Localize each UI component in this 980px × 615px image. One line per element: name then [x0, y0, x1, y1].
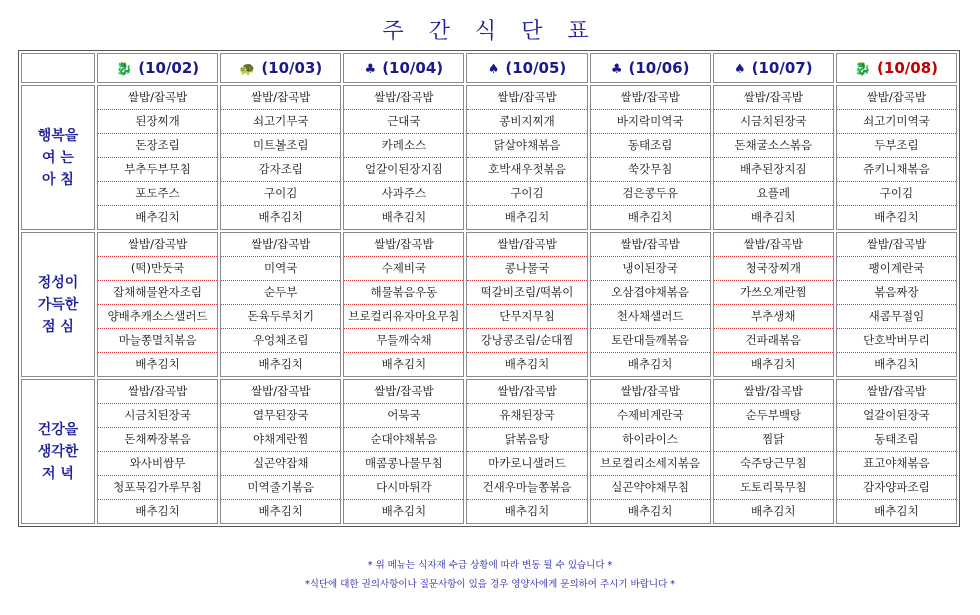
day-menu-cell	[836, 232, 957, 377]
menu-item: 다시마튀각	[344, 476, 463, 500]
menu-item: 순두부백탕	[714, 404, 833, 428]
menu-item: 건새우마늘쫑볶음	[467, 476, 586, 500]
meal-label-line: 아 침	[42, 171, 74, 188]
menu-item: 쌀밥/잡곡밥	[837, 86, 956, 110]
meal-label-line: 가득한	[37, 296, 79, 313]
menu-item: 검은콩두유	[591, 182, 710, 206]
day-date: (10/08)	[877, 59, 938, 77]
menu-item: 감자조림	[221, 158, 340, 182]
menu-item: 쇠고기무국	[221, 110, 340, 134]
menu-item: 배추김치	[751, 504, 796, 518]
menu-item: 도토리묵무침	[714, 476, 833, 500]
menu-item: 구이김	[221, 182, 340, 206]
menu-item: 포도주스	[98, 182, 217, 206]
meal-label	[21, 379, 95, 524]
menu-item: 배추김치	[751, 210, 796, 224]
menu-item: 실곤약야채무침	[591, 476, 710, 500]
day-menu-cell	[713, 379, 834, 524]
day-menu-cell	[343, 85, 464, 230]
day-date: (10/02)	[138, 59, 200, 77]
menu-item: 하이라이스	[591, 428, 710, 452]
menu-item: 배추김치	[381, 210, 427, 224]
day-header	[713, 53, 834, 83]
day-icon: ♠	[733, 62, 746, 77]
menu-item: 냉이된장국	[591, 257, 710, 281]
menu-item: 청국장찌개	[714, 257, 833, 281]
meal-label-line: 정성이	[37, 274, 79, 291]
menu-item: 두부조림	[837, 134, 956, 158]
menu-item: 볶음짜장	[837, 281, 956, 305]
menu-item: 강낭콩조림/순대찜	[467, 329, 586, 353]
menu-item: 우엉채조림	[221, 329, 340, 353]
menu-item: 배추김치	[135, 357, 180, 371]
menu-item: 수제비국	[344, 257, 463, 281]
meal-label	[21, 85, 95, 230]
menu-item: 동태조림	[837, 428, 956, 452]
day-menu-cell	[343, 379, 464, 524]
day-date: (10/07)	[751, 59, 813, 77]
menu-item: 쌀밥/잡곡밥	[467, 86, 586, 110]
day-menu-cell	[97, 232, 218, 377]
menu-item: 무들깨숙채	[344, 329, 463, 353]
footer-notes	[0, 556, 980, 594]
day-date: (10/06)	[628, 59, 690, 77]
menu-item: 순대야채볶음	[344, 428, 463, 452]
menu-item: 배추김치	[135, 504, 180, 518]
menu-item: 토란대들깨볶음	[591, 329, 710, 353]
menu-item: 와사비쌈무	[98, 452, 217, 476]
menu-item: 부추생채	[714, 305, 833, 329]
menu-item: 미역줄기볶음	[221, 476, 340, 500]
menu-item: 쌀밥/잡곡밥	[591, 380, 710, 404]
menu-item: 쌀밥/잡곡밥	[344, 233, 463, 257]
menu-item: 쌀밥/잡곡밥	[98, 233, 217, 257]
menu-item: 돈장조림	[98, 134, 217, 158]
menu-item: 쌀밥/잡곡밥	[714, 380, 833, 404]
menu-item: 오삼겹야채볶음	[591, 281, 710, 305]
meal-label-line: 행복을	[37, 127, 79, 144]
menu-item: 배추김치	[258, 357, 303, 371]
day-icon: 🐢	[239, 62, 256, 77]
menu-item: 배추된장지짐	[714, 158, 833, 182]
menu-item: 얼갈이된장지짐	[344, 158, 463, 182]
menu-item: 가쓰오계란찜	[714, 281, 833, 305]
day-menu-cell	[220, 232, 341, 377]
menu-item: 쌀밥/잡곡밥	[837, 380, 956, 404]
meal-label-line: 건강을	[37, 421, 79, 438]
menu-item: 요플레	[714, 182, 833, 206]
menu-item: 쌀밥/잡곡밥	[221, 380, 340, 404]
menu-item: 부추두부무침	[98, 158, 217, 182]
day-menu-cell	[466, 85, 587, 230]
menu-item: 배추김치	[874, 357, 919, 371]
menu-item: 열무된장국	[221, 404, 340, 428]
day-menu-cell	[590, 379, 711, 524]
menu-item: 닭살야채볶음	[467, 134, 586, 158]
menu-item: 배추김치	[504, 210, 550, 224]
menu-item: 해물볶음우동	[344, 281, 463, 305]
menu-item: 어묵국	[344, 404, 463, 428]
menu-item: 쌀밥/잡곡밥	[221, 86, 340, 110]
menu-item: 돈육두루치기	[221, 305, 340, 329]
day-menu-cell	[97, 379, 218, 524]
menu-item: 단무지무침	[467, 305, 586, 329]
menu-item: 쌀밥/잡곡밥	[467, 380, 586, 404]
day-icon: ♣	[610, 62, 623, 77]
day-menu-cell	[713, 232, 834, 377]
day-menu-cell	[590, 85, 711, 230]
day-date: (10/05)	[505, 59, 567, 77]
day-menu-cell	[713, 85, 834, 230]
menu-item: 쌀밥/잡곡밥	[98, 86, 217, 110]
meal-label-line: 저 녁	[42, 465, 74, 482]
menu-item: 쇠고기미역국	[837, 110, 956, 134]
menu-item: 돈채굴소스볶음	[714, 134, 833, 158]
menu-item: 쌀밥/잡곡밥	[344, 86, 463, 110]
menu-item: 바지락미역국	[591, 110, 710, 134]
menu-item: 쌀밥/잡곡밥	[837, 233, 956, 257]
menu-item: 미트볼조림	[221, 134, 340, 158]
menu-item: 배추김치	[874, 504, 919, 518]
day-menu-cell	[836, 85, 957, 230]
menu-item: 배추김치	[504, 357, 550, 371]
meal-row	[21, 232, 957, 377]
menu-item: 건파래볶음	[714, 329, 833, 353]
menu-item: 야채계란찜	[221, 428, 340, 452]
day-header	[220, 53, 341, 83]
menu-item: 배추김치	[874, 210, 919, 224]
menu-item: 마카로니샐러드	[467, 452, 586, 476]
menu-item: 쥬키니채볶음	[837, 158, 956, 182]
menu-item: 브로컬리유자마요무침	[344, 305, 463, 329]
note-line: *식단에 대한 권의사항이나 질문사항이 있을 경우 영양사에게 문의하여 주시기 바랍니다 *	[304, 579, 676, 590]
menu-item: 쌀밥/잡곡밥	[591, 233, 710, 257]
meal-row	[21, 85, 957, 230]
menu-item: 잡채해물완자조림	[98, 281, 217, 305]
meal-label	[21, 232, 95, 377]
day-header	[343, 53, 464, 83]
menu-item: 쑥갓무침	[591, 158, 710, 182]
menu-item: 청포묵김가루무침	[98, 476, 217, 500]
menu-item: 브로컬리소세지볶음	[591, 452, 710, 476]
menu-item: 동태조림	[591, 134, 710, 158]
meal-row	[21, 379, 957, 524]
weekly-menu-table	[18, 50, 960, 527]
menu-item: 찜닭	[714, 428, 833, 452]
menu-item: (떡)만둣국	[98, 257, 217, 281]
menu-item: 얼갈이된장국	[837, 404, 956, 428]
menu-item: 콩나물국	[467, 257, 586, 281]
day-date: (10/04)	[382, 59, 444, 77]
menu-item: 닭볶음탕	[467, 428, 586, 452]
day-header	[590, 53, 711, 83]
menu-item: 된장찌개	[98, 110, 217, 134]
day-menu-cell	[220, 379, 341, 524]
menu-item: 카레소스	[344, 134, 463, 158]
menu-item: 순두부	[221, 281, 340, 305]
menu-item: 배추김치	[751, 357, 796, 371]
menu-item: 떡갈비조림/떡볶이	[467, 281, 586, 305]
menu-item: 매콤콩나물무침	[344, 452, 463, 476]
day-header	[836, 53, 957, 83]
day-icon: ♠	[487, 62, 500, 77]
day-header	[466, 53, 587, 83]
menu-item: 배추김치	[258, 504, 303, 518]
menu-item: 천사채샐러드	[591, 305, 710, 329]
day-icon: ♣	[364, 62, 377, 77]
menu-item: 쌀밥/잡곡밥	[714, 86, 833, 110]
day-menu-cell	[343, 232, 464, 377]
meal-label-line: 생각한	[37, 443, 79, 460]
menu-item: 수제비계란국	[591, 404, 710, 428]
menu-item: 숙주당근무침	[714, 452, 833, 476]
menu-item: 표고야채볶음	[837, 452, 956, 476]
menu-item: 배추김치	[381, 504, 427, 518]
note-line: * 위 메뉴는 식자재 수급 상황에 따라 변동 될 수 있습니다 *	[367, 560, 613, 571]
menu-item: 배추김치	[627, 210, 673, 224]
day-menu-cell	[220, 85, 341, 230]
day-menu-cell	[97, 85, 218, 230]
meal-label-line: 점 심	[42, 318, 74, 335]
menu-item: 팽이계란국	[837, 257, 956, 281]
menu-item: 실곤약잡채	[221, 452, 340, 476]
menu-item: 양배추캐소스샐러드	[98, 305, 217, 329]
menu-item: 배추김치	[627, 357, 673, 371]
menu-item: 배추김치	[627, 504, 673, 518]
day-menu-cell	[466, 232, 587, 377]
menu-item: 근대국	[344, 110, 463, 134]
menu-item: 새콤무절임	[837, 305, 956, 329]
day-date: (10/03)	[261, 59, 323, 77]
date-header-row	[21, 53, 957, 83]
menu-item: 미역국	[221, 257, 340, 281]
page-title: 주 간 식 단 표	[382, 19, 598, 44]
menu-item: 호박새우젓볶음	[467, 158, 586, 182]
menu-item: 단호박버무리	[837, 329, 956, 353]
day-icon: 🐉	[116, 62, 133, 77]
menu-item: 사과주스	[344, 182, 463, 206]
menu-item: 쌀밥/잡곡밥	[98, 380, 217, 404]
menu-item: 구이김	[837, 182, 956, 206]
menu-item: 구이김	[467, 182, 586, 206]
day-header	[97, 53, 218, 83]
day-menu-cell	[466, 379, 587, 524]
menu-item: 배추김치	[258, 210, 303, 224]
menu-item: 쌀밥/잡곡밥	[344, 380, 463, 404]
menu-item: 배추김치	[381, 357, 427, 371]
menu-item: 시금치된장국	[98, 404, 217, 428]
day-menu-cell	[836, 379, 957, 524]
menu-item: 쌀밥/잡곡밥	[714, 233, 833, 257]
menu-item: 콩비지찌개	[467, 110, 586, 134]
day-menu-cell	[590, 232, 711, 377]
menu-item: 배추김치	[504, 504, 550, 518]
corner-cell	[21, 53, 95, 83]
menu-item: 감자양파조림	[837, 476, 956, 500]
menu-item: 쌀밥/잡곡밥	[467, 233, 586, 257]
meal-label-line: 여 는	[42, 149, 74, 166]
menu-item: 쌀밥/잡곡밥	[221, 233, 340, 257]
menu-item: 쌀밥/잡곡밥	[591, 86, 710, 110]
menu-item: 돈채짜장볶음	[98, 428, 217, 452]
menu-item: 시금치된장국	[714, 110, 833, 134]
day-icon: 🐉	[854, 62, 872, 77]
menu-item: 마늘쫑멸치볶음	[98, 329, 217, 353]
menu-item: 배추김치	[135, 210, 180, 224]
menu-item: 유채된장국	[467, 404, 586, 428]
